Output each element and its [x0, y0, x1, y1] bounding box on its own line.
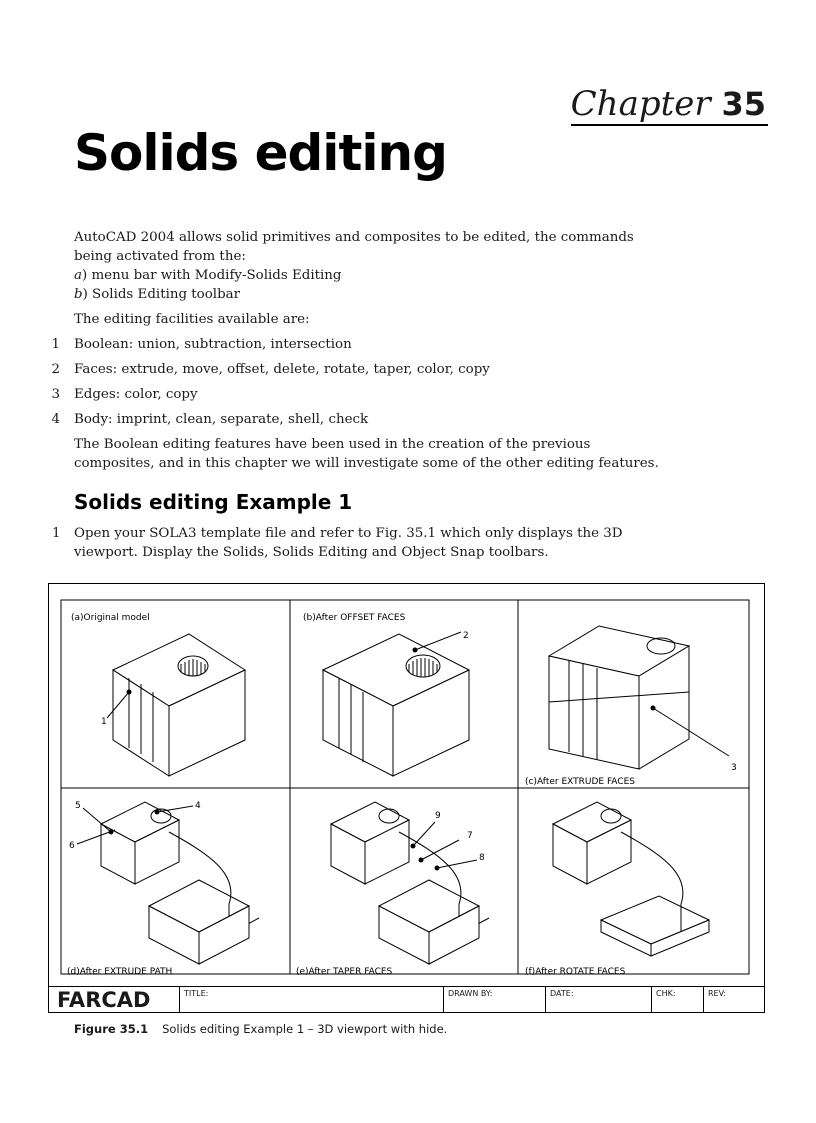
- panel-f-label: (f)After ROTATE FACES: [525, 967, 626, 977]
- callout-4: 4: [195, 801, 201, 811]
- step-1: [52, 524, 668, 562]
- list-item: [51, 410, 674, 429]
- model-b: [323, 632, 469, 776]
- callout-1: 1: [101, 717, 107, 727]
- intro-para-2: The editing facilities available are:: [74, 312, 310, 327]
- panel-e-label: (e)After TAPER FACES: [296, 967, 393, 977]
- section-heading: Solids editing Example 1: [74, 490, 353, 514]
- list-item: [51, 385, 674, 404]
- intro-text: [51, 228, 674, 479]
- model-f: [553, 802, 709, 956]
- option-b-text: ) Solids Editing toolbar: [82, 287, 241, 302]
- panel-c-label: (c)After EXTRUDE FACES: [525, 777, 635, 787]
- model-e: [331, 802, 489, 964]
- caption-label: Figure 35.1: [74, 1022, 149, 1036]
- list-item: [51, 335, 674, 354]
- list-number: 1: [51, 337, 60, 352]
- list-text: Body: imprint, clean, separate, shell, check: [74, 412, 369, 427]
- title-block-rev: REV:: [703, 987, 764, 1013]
- list-number: 3: [51, 387, 60, 402]
- callout-2: 2: [463, 631, 469, 641]
- option-b-letter: b: [74, 287, 83, 302]
- title-block-date: DATE:: [545, 987, 651, 1013]
- callout-8: 8: [479, 853, 485, 863]
- title-block-chk: CHK:: [651, 987, 703, 1013]
- step-text: Open your SOLA3 template file and refer to Fig. 35.1 which only displays the 3D viewport. Display the Solids, Solids Editing and Object Snap toolbars.: [74, 526, 623, 560]
- title-block-title: TITLE:: [179, 987, 443, 1013]
- list-number: 4: [51, 412, 60, 427]
- callout-3: 3: [731, 763, 737, 773]
- chapter-heading: [571, 84, 768, 126]
- callout-5: 5: [75, 801, 81, 811]
- option-a-letter: a: [74, 268, 82, 283]
- list-text: Faces: extrude, move, offset, delete, rotate, taper, color, copy: [74, 362, 490, 377]
- chapter-word: Chapter: [570, 84, 711, 124]
- list-text: Edges: color, copy: [74, 387, 198, 402]
- page-title: Solids editing: [74, 124, 447, 182]
- caption-text: Solids editing Example 1 – 3D viewport with hide.: [162, 1022, 448, 1036]
- intro-para-3: The Boolean editing features have been used in the creation of the previous composites, and in this chapter we will investigate some of the other editing features.: [74, 437, 659, 471]
- figure-caption: [74, 1022, 447, 1036]
- model-c: [549, 626, 729, 769]
- option-a-text: ) menu bar with Modify-Solids Editing: [81, 268, 342, 283]
- title-block-brand: FARCAD: [57, 988, 151, 1012]
- callout-9: 9: [435, 811, 441, 821]
- list-item: [51, 360, 674, 379]
- cad-drawing: [49, 584, 764, 986]
- model-a: [107, 634, 245, 776]
- model-d: [77, 802, 259, 964]
- title-block: [49, 986, 764, 1013]
- title-block-drawn-by: DRAWN BY:: [443, 987, 545, 1013]
- panel-b-label: (b)After OFFSET FACES: [303, 613, 406, 623]
- chapter-number: 35: [721, 85, 766, 123]
- list-text: Boolean: union, subtraction, intersection: [74, 337, 352, 352]
- step-number: 1: [52, 526, 61, 541]
- figure-35-1: [48, 583, 765, 1013]
- intro-para-1: [74, 228, 674, 304]
- callout-6: 6: [69, 841, 75, 851]
- panel-a-label: (a)Original model: [71, 613, 150, 623]
- panel-d-label: (d)After EXTRUDE PATH: [67, 967, 173, 977]
- intro-para-1-text: AutoCAD 2004 allows solid primitives and composites to be edited, the commands being activated from the:: [74, 230, 634, 264]
- callout-7: 7: [467, 831, 473, 841]
- list-number: 2: [51, 362, 60, 377]
